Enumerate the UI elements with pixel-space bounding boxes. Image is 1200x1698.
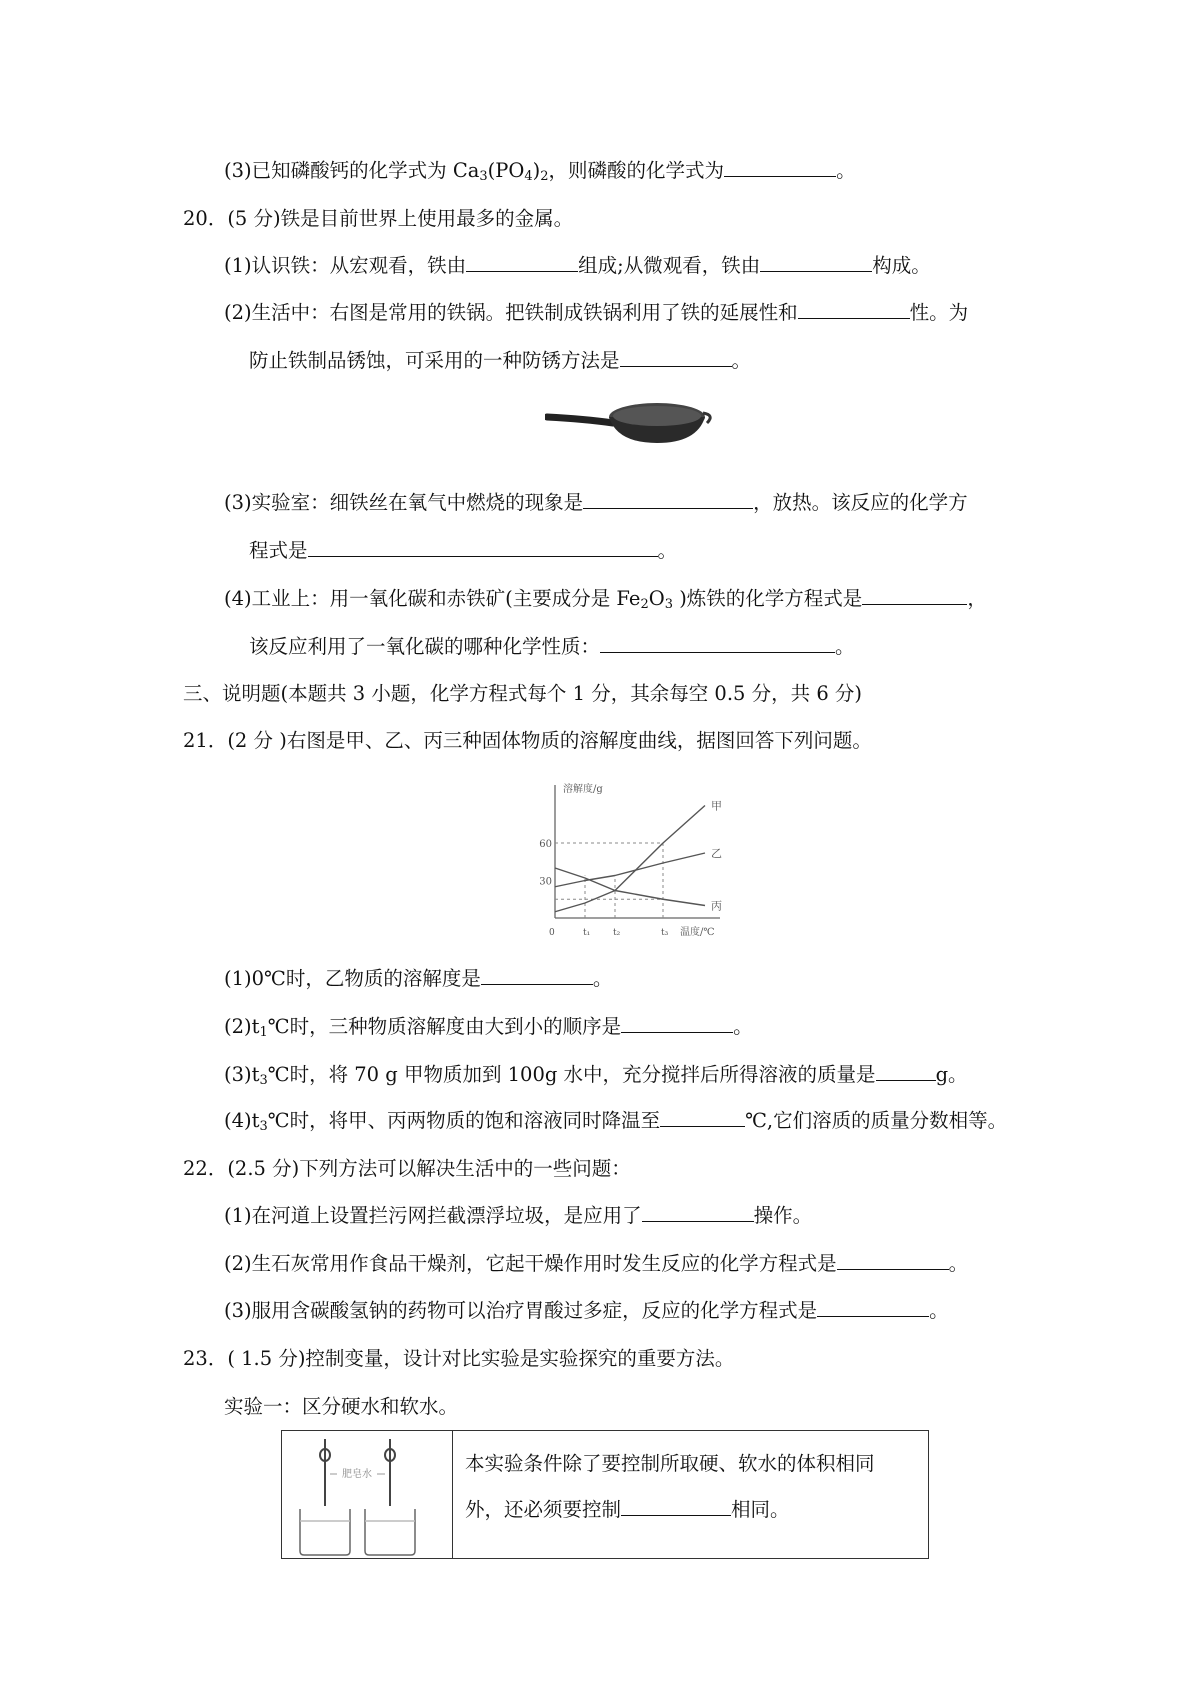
text: 外，还必须要控制 <box>465 1498 622 1521</box>
soap-water-label: 肥皂水 <box>342 1469 372 1480</box>
x-tick-label: t₃ <box>661 928 669 938</box>
text: (2)t <box>224 1015 260 1038</box>
q22-part3 <box>224 1298 949 1324</box>
text: 3 <box>664 597 673 612</box>
beakers-dropper-figure <box>282 1431 452 1556</box>
text: 。 <box>836 159 856 182</box>
text: g。 <box>935 1063 968 1086</box>
q21-part4 <box>224 1108 1007 1134</box>
answer-blank[interactable] <box>600 634 835 653</box>
text-line <box>465 1487 916 1533</box>
q22-part1 <box>224 1203 812 1229</box>
text: 防止铁制品锈蚀，可采用的一种防锈方法是 <box>249 349 620 372</box>
series-line-乙 <box>555 853 705 887</box>
text: 4 <box>524 169 533 184</box>
q22-part2 <box>224 1251 968 1277</box>
answer-blank[interactable] <box>837 1251 949 1270</box>
text: ，放热。该反应的化学方 <box>753 491 968 514</box>
q20-part1 <box>224 253 931 279</box>
text: 。 <box>592 967 613 990</box>
answer-blank[interactable] <box>583 490 753 509</box>
text: ℃,它们溶质的质量分数相等。 <box>745 1109 1008 1132</box>
answer-blank[interactable] <box>876 1062 936 1081</box>
text: O <box>648 587 665 610</box>
answer-blank[interactable] <box>660 1108 745 1127</box>
text: 程式是 <box>249 539 308 562</box>
text: (1)0℃时，乙物质的溶解度是 <box>224 967 481 990</box>
q20-part4 <box>224 586 987 612</box>
text: 3 <box>479 169 488 184</box>
text: 操作。 <box>753 1204 813 1227</box>
answer-blank[interactable] <box>798 300 910 319</box>
text: ℃时，三种物质溶解度由大到小的顺序是 <box>267 1015 622 1038</box>
q20-part3-cont <box>249 538 677 564</box>
iron-wok-image <box>545 395 715 445</box>
q20-part2 <box>224 300 968 326</box>
text: (2)生石灰常用作食品干燥剂，它起干燥作用时发生反应的化学方程式是 <box>224 1252 837 1275</box>
answer-blank[interactable] <box>466 253 578 272</box>
y-tick-label: 30 <box>539 876 552 888</box>
text: (4)t <box>224 1109 260 1132</box>
text: 3 <box>259 1073 268 1088</box>
solubility-chart <box>535 780 735 950</box>
text: 。 <box>733 1015 753 1038</box>
answer-blank[interactable] <box>621 1014 733 1033</box>
text: (3)已知磷酸钙的化学式为 Ca <box>224 159 480 182</box>
text: 。 <box>731 349 752 372</box>
answer-blank[interactable] <box>621 1497 731 1516</box>
text: 。 <box>948 1252 969 1275</box>
answer-blank[interactable] <box>862 586 967 605</box>
x-tick-label: t₂ <box>613 928 621 938</box>
text: (3)服用含碳酸氢钠的药物可以治疗胃酸过多症，反应的化学方程式是 <box>224 1299 818 1322</box>
y-axis-label: 溶解度/g <box>563 784 603 795</box>
q21-part2 <box>224 1014 753 1040</box>
text: 2 <box>640 597 649 612</box>
q20-part4-cont <box>249 634 855 660</box>
text: ℃时，将 70 g 甲物质加到 100g 水中，充分搅拌后所得溶液的质量是 <box>267 1063 876 1086</box>
y-tick-label: 60 <box>539 839 552 850</box>
series-line-丙 <box>555 868 705 906</box>
section-3-heading: 三、说明题(本题共 3 小题，化学方程式每个 1 分，其余每空 0.5 分，共 6 分) <box>183 682 863 705</box>
text: (2)生活中：右图是常用的铁锅。把铁制成铁锅利用了铁的延展性和 <box>224 301 798 324</box>
answer-blank[interactable] <box>620 348 732 367</box>
q21-title: 21．(2 分 )右图是甲、乙、丙三种固体物质的溶解度曲线，据图回答下列问题。 <box>183 729 872 752</box>
text: ， <box>967 587 987 610</box>
text: )炼铁的化学方程式是 <box>673 587 863 610</box>
series-label: 乙 <box>711 847 722 860</box>
answer-blank[interactable] <box>760 253 872 272</box>
text: 。 <box>835 635 855 658</box>
q23-title: 23．( 1.5 分)控制变量，设计对比实验是实验探究的重要方法。 <box>183 1347 735 1370</box>
text: 组成;从微观看，铁由 <box>578 254 761 277</box>
q22-title: 22．(2.5 分)下列方法可以解决生活中的一些问题： <box>183 1157 631 1180</box>
q21-part1 <box>224 966 612 992</box>
text: 。 <box>657 539 678 562</box>
text: 1 <box>259 1025 268 1040</box>
answer-blank[interactable] <box>817 1298 929 1317</box>
answer-blank[interactable] <box>724 158 836 177</box>
x-tick-label: 0 <box>549 928 555 938</box>
text: 该反应利用了一氧化碳的哪种化学性质： <box>249 635 601 658</box>
q23-exp1: 实验一：区分硬水和软水。 <box>224 1395 459 1418</box>
experiment-figure <box>282 1431 453 1558</box>
text: ℃时，将甲、丙两物质的饱和溶液同时降温至 <box>267 1109 661 1132</box>
series-label: 丙 <box>711 899 722 913</box>
q20-title: 20．(5 分)铁是目前世界上使用最多的金属。 <box>183 207 574 230</box>
text: 构成。 <box>872 254 931 277</box>
experiment-table <box>281 1430 929 1559</box>
text: 相同。 <box>731 1498 790 1521</box>
text: (3)t <box>224 1063 260 1086</box>
text: ，则磷酸的化学式为 <box>548 159 725 182</box>
q20-part3 <box>224 490 968 516</box>
text: 本实验条件除了要控制所取硬、软水的体积相同 <box>465 1452 875 1475</box>
answer-blank[interactable] <box>308 538 658 557</box>
q21-part3 <box>224 1062 968 1088</box>
x-axis-label: 温度/℃ <box>680 927 715 938</box>
text: 2 <box>540 169 549 184</box>
text: 性。为 <box>909 301 969 324</box>
q20-part2-cont <box>249 348 751 374</box>
series-label: 甲 <box>711 799 722 813</box>
answer-blank[interactable] <box>481 966 593 985</box>
q19-part3 <box>224 158 856 184</box>
experiment-question-cell <box>453 1431 928 1558</box>
text: (4)工业上：用一氧化碳和赤铁矿(主要成分是 Fe <box>224 587 641 610</box>
text: (1)认识铁：从宏观看，铁由 <box>224 254 467 277</box>
answer-blank[interactable] <box>642 1203 754 1222</box>
text: (1)在河道上设置拦污网拦截漂浮垃圾，是应用了 <box>224 1204 642 1227</box>
text: ) <box>532 159 541 182</box>
text: (3)实验室：细铁丝在氧气中燃烧的现象是 <box>224 491 584 514</box>
x-tick-label: t₁ <box>583 928 591 938</box>
text: (PO <box>487 159 525 182</box>
text: 3 <box>259 1119 268 1134</box>
text: 。 <box>929 1299 949 1322</box>
